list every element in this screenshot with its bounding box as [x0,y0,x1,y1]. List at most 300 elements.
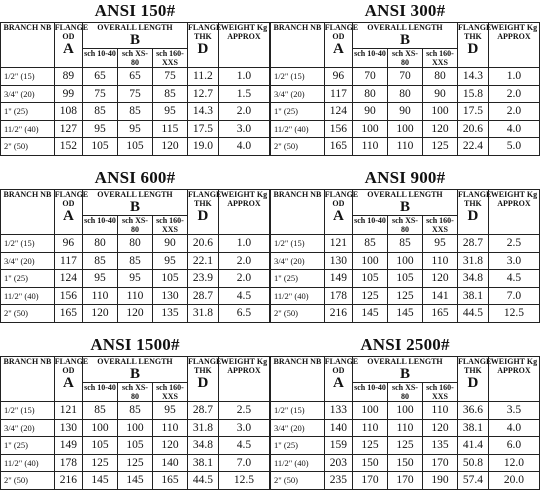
col-header-flange-thk: FLANGE THK D [457,190,488,235]
col-header-flange-od: FLANGE OD A [324,357,352,402]
ansi-table-panel [270,334,540,501]
table-cell: 165 [54,305,82,323]
ansi-table-panel [270,167,540,334]
table-cell: 1.0 [218,68,269,86]
table-cell: 85 [152,85,187,103]
table-cell: 1.0 [218,235,269,253]
table-cell: 22.4 [457,138,488,156]
table-cell: 3.0 [218,419,269,437]
table-cell: 19.0 [187,138,218,156]
table-cell: 130 [54,419,82,437]
table-cell: 85 [83,103,118,121]
table-cell: 130 [152,287,187,305]
table-cell: 121 [54,402,82,420]
table-cell: 96 [54,235,82,253]
table-cell: 75 [118,85,153,103]
col-header-sch-xs-80: sch XS-80 [388,49,423,68]
table-cell: 57.4 [457,472,488,490]
table-cell: 105 [388,270,423,288]
table-cell: 3.5 [488,402,539,420]
table-cell: 4.0 [488,120,539,138]
table-row [1,437,270,455]
table-cell: 149 [324,270,352,288]
col-header-sch-160-xxs: sch 160-XXS [422,216,457,235]
col-header-sch-10-40: sch 10-40 [353,216,388,235]
table-cell: 100 [422,103,457,121]
table-cell: 133 [324,402,352,420]
table-cell: 125 [118,454,153,472]
table-cell: 96 [324,68,352,86]
table-cell: 4.0 [218,138,269,156]
table-cell: 2.0 [218,270,269,288]
table-cell: 3/4" (20) [1,252,55,270]
table-cell: 95 [83,120,118,138]
table-cell: 124 [324,103,352,121]
table-cell: 2.0 [488,85,539,103]
col-header-flange-thk: FLANGE THK D [457,357,488,402]
col-header-overall-length: OVERALL LENGTH B [83,357,188,383]
table-title: ANSI 2500# [360,335,450,354]
table-cell: 65 [118,68,153,86]
table-cell: 20.0 [488,472,539,490]
table-cell: 170 [388,472,423,490]
col-header-overall-length: OVERALL LENGTH B [83,23,188,49]
table-cell: 41.4 [457,437,488,455]
table-cell: 115 [152,120,187,138]
table-cell: 28.7 [187,287,218,305]
table-row [271,472,540,490]
table-row [271,103,540,121]
table-cell: 125 [388,437,423,455]
table-cell: 85 [388,235,423,253]
table-row [271,437,540,455]
table-cell: 7.0 [488,287,539,305]
col-header-flange-od: FLANGE OD A [324,23,352,68]
table-cell: 100 [353,120,388,138]
table-cell: 31.8 [187,305,218,323]
table-cell: 4.0 [488,419,539,437]
table-cell: 1" (25) [271,103,325,121]
col-header-overall-length: OVERALL LENGTH B [83,190,188,216]
table-cell: 95 [152,252,187,270]
table-cell: 80 [422,68,457,86]
table-cell: 11/2" (40) [271,454,325,472]
table-cell: 65 [83,68,118,86]
table-cell: 3/4" (20) [271,252,325,270]
table-cell: 85 [83,402,118,420]
table-cell: 120 [422,120,457,138]
table-cell: 110 [388,419,423,437]
table-cell: 140 [152,454,187,472]
table-cell: 156 [324,120,352,138]
table-cell: 100 [118,419,153,437]
col-header-sch-10-40: sch 10-40 [83,383,118,402]
table-cell: 120 [118,305,153,323]
table-cell: 145 [353,305,388,323]
table-cell: 4.5 [488,270,539,288]
table-cell: 156 [54,287,82,305]
table-cell: 140 [324,419,352,437]
table-cell: 75 [152,68,187,86]
table-cell: 17.5 [187,120,218,138]
table-cell: 130 [324,252,352,270]
table-cell: 125 [388,287,423,305]
table-cell: 3/4" (20) [1,419,55,437]
table-cell: 95 [118,120,153,138]
col-header-flange-thk: FLANGE THK D [187,357,218,402]
table-cell: 125 [353,287,388,305]
table-cell: 2" (50) [271,305,325,323]
table-cell: 110 [353,419,388,437]
table-row [271,454,540,472]
table-cell: 3/4" (20) [1,85,55,103]
flange-table [0,356,270,490]
table-row [271,252,540,270]
col-header-branch-nb: BRANCH NB [1,357,55,402]
table-cell: 100 [353,402,388,420]
table-cell: 85 [118,252,153,270]
table-cell: 1/2" (15) [271,68,325,86]
table-cell: 31.8 [457,252,488,270]
table-cell: 203 [324,454,352,472]
table-row [271,270,540,288]
table-cell: 120 [152,437,187,455]
table-cell: 117 [54,252,82,270]
table-cell: 99 [54,85,82,103]
table-cell: 36.6 [457,402,488,420]
table-cell: 38.1 [457,419,488,437]
table-cell: 127 [54,120,82,138]
table-cell: 80 [353,85,388,103]
table-cell: 2.0 [218,252,269,270]
table-cell: 100 [388,252,423,270]
table-row [1,252,270,270]
table-cell: 2" (50) [271,472,325,490]
col-header-sch-160-xxs: sch 160-XXS [422,383,457,402]
table-cell: 90 [353,103,388,121]
table-cell: 1" (25) [1,103,55,121]
table-cell: 110 [353,138,388,156]
table-cell: 124 [54,270,82,288]
table-cell: 178 [324,287,352,305]
table-title: ANSI 900# [364,168,446,187]
table-cell: 1/2" (15) [1,68,55,86]
table-cell: 3/4" (20) [271,419,325,437]
ansi-table-panel [0,0,270,167]
col-header-sch-10-40: sch 10-40 [353,383,388,402]
col-header-weight: WEIGHT Kg APPROX [218,23,269,68]
table-cell: 85 [118,103,153,121]
table-title: ANSI 150# [94,1,176,20]
table-cell: 105 [83,437,118,455]
col-header-weight: WEIGHT Kg APPROX [218,190,269,235]
table-cell: 11.2 [187,68,218,86]
col-header-weight: WEIGHT Kg APPROX [488,23,539,68]
table-row [1,270,270,288]
table-cell: 1.0 [488,68,539,86]
table-title: ANSI 1500# [90,335,180,354]
col-header-sch-xs-80: sch XS-80 [118,383,153,402]
table-cell: 4.5 [218,287,269,305]
table-cell: 12.7 [187,85,218,103]
table-cell: 120 [422,419,457,437]
table-cell: 2.0 [218,103,269,121]
table-cell: 34.8 [457,270,488,288]
table-cell: 1/2" (15) [1,402,55,420]
table-title: ANSI 600# [94,168,176,187]
table-cell: 110 [422,402,457,420]
table-cell: 12.5 [488,305,539,323]
table-cell: 2" (50) [1,305,55,323]
table-cell: 1.5 [218,85,269,103]
table-cell: 145 [388,305,423,323]
col-header-sch-160-xxs: sch 160-XXS [422,49,457,68]
col-header-sch-160-xxs: sch 160-XXS [152,49,187,68]
col-header-flange-thk: FLANGE THK D [187,23,218,68]
table-cell: 1/2" (15) [271,402,325,420]
table-row [271,402,540,420]
table-row [271,85,540,103]
col-header-sch-xs-80: sch XS-80 [118,49,153,68]
table-cell: 2.5 [488,235,539,253]
table-cell: 105 [353,270,388,288]
table-cell: 110 [118,287,153,305]
table-cell: 216 [324,305,352,323]
table-cell: 150 [388,454,423,472]
ansi-table-panel [270,0,540,167]
col-header-sch-160-xxs: sch 160-XXS [152,216,187,235]
table-cell: 70 [388,68,423,86]
table-cell: 159 [324,437,352,455]
table-cell: 6.0 [488,437,539,455]
table-row [271,235,540,253]
table-cell: 135 [152,305,187,323]
table-cell: 44.5 [457,305,488,323]
table-cell: 110 [152,419,187,437]
col-header-sch-160-xxs: sch 160-XXS [152,383,187,402]
table-cell: 3/4" (20) [271,85,325,103]
table-cell: 12.5 [218,472,269,490]
table-row [271,120,540,138]
table-row [1,454,270,472]
table-cell: 121 [324,235,352,253]
table-cell: 135 [422,437,457,455]
table-cell: 75 [83,85,118,103]
col-header-branch-nb: BRANCH NB [1,23,55,68]
table-cell: 85 [83,252,118,270]
table-cell: 2" (50) [1,472,55,490]
table-cell: 110 [422,252,457,270]
table-cell: 108 [54,103,82,121]
col-header-overall-length: OVERALL LENGTH B [353,190,458,216]
table-cell: 3.0 [488,252,539,270]
table-row [1,235,270,253]
table-cell: 2" (50) [271,138,325,156]
table-cell: 170 [353,472,388,490]
table-row [1,120,270,138]
col-header-branch-nb: BRANCH NB [271,190,325,235]
table-cell: 216 [54,472,82,490]
flange-table [0,22,270,156]
table-cell: 145 [118,472,153,490]
table-cell: 120 [152,138,187,156]
table-cell: 38.1 [457,287,488,305]
table-cell: 100 [388,120,423,138]
table-cell: 3.0 [218,120,269,138]
col-header-sch-10-40: sch 10-40 [353,49,388,68]
table-cell: 95 [118,270,153,288]
col-header-overall-length: OVERALL LENGTH B [353,357,458,383]
table-cell: 125 [83,454,118,472]
table-cell: 1" (25) [271,437,325,455]
table-cell: 120 [83,305,118,323]
ansi-table-panel [0,334,270,501]
table-title: ANSI 300# [364,1,446,20]
col-header-flange-thk: FLANGE THK D [457,23,488,68]
table-cell: 2.0 [488,103,539,121]
col-header-flange-thk: FLANGE THK D [187,190,218,235]
col-header-weight: WEIGHT Kg APPROX [488,357,539,402]
table-cell: 1" (25) [1,437,55,455]
table-cell: 38.1 [187,454,218,472]
table-cell: 1/2" (15) [271,235,325,253]
table-cell: 14.3 [187,103,218,121]
col-header-flange-od: FLANGE OD A [54,357,82,402]
col-header-flange-od: FLANGE OD A [54,190,82,235]
table-cell: 165 [324,138,352,156]
table-row [1,402,270,420]
flange-table [0,189,270,323]
table-cell: 89 [54,68,82,86]
table-row [1,287,270,305]
table-cell: 90 [152,235,187,253]
table-cell: 105 [152,270,187,288]
ansi-table-panel [0,167,270,334]
col-header-flange-od: FLANGE OD A [54,23,82,68]
col-header-branch-nb: BRANCH NB [271,357,325,402]
table-cell: 95 [152,402,187,420]
table-row [271,68,540,86]
table-cell: 165 [422,305,457,323]
table-cell: 14.3 [457,68,488,86]
table-cell: 80 [83,235,118,253]
table-cell: 44.5 [187,472,218,490]
table-cell: 28.7 [457,235,488,253]
table-row [271,287,540,305]
table-cell: 7.0 [218,454,269,472]
table-cell: 28.7 [187,402,218,420]
table-cell: 1/2" (15) [1,235,55,253]
table-cell: 2.5 [218,402,269,420]
table-cell: 34.8 [187,437,218,455]
table-cell: 1" (25) [1,270,55,288]
table-cell: 150 [353,454,388,472]
table-cell: 80 [118,235,153,253]
flange-table [270,22,540,156]
table-cell: 95 [83,270,118,288]
table-cell: 178 [54,454,82,472]
col-header-branch-nb: BRANCH NB [271,23,325,68]
table-cell: 23.9 [187,270,218,288]
table-cell: 105 [118,138,153,156]
col-header-flange-od: FLANGE OD A [324,190,352,235]
table-cell: 4.5 [218,437,269,455]
table-cell: 165 [152,472,187,490]
flange-table [270,356,540,490]
table-cell: 31.8 [187,419,218,437]
table-cell: 11/2" (40) [1,287,55,305]
table-cell: 80 [388,85,423,103]
table-cell: 11/2" (40) [1,120,55,138]
table-cell: 2" (50) [1,138,55,156]
table-cell: 90 [422,85,457,103]
col-header-sch-xs-80: sch XS-80 [388,383,423,402]
table-cell: 190 [422,472,457,490]
col-header-branch-nb: BRANCH NB [1,190,55,235]
table-cell: 85 [118,402,153,420]
table-cell: 12.0 [488,454,539,472]
table-cell: 149 [54,437,82,455]
table-row [1,68,270,86]
table-row [1,85,270,103]
table-cell: 70 [353,68,388,86]
table-cell: 100 [353,252,388,270]
table-row [271,138,540,156]
col-header-weight: WEIGHT Kg APPROX [218,357,269,402]
table-cell: 105 [118,437,153,455]
table-cell: 117 [324,85,352,103]
table-cell: 15.8 [457,85,488,103]
table-cell: 100 [388,402,423,420]
table-cell: 95 [422,235,457,253]
table-cell: 5.0 [488,138,539,156]
table-cell: 95 [152,103,187,121]
table-cell: 170 [422,454,457,472]
col-header-sch-10-40: sch 10-40 [83,49,118,68]
table-cell: 50.8 [457,454,488,472]
table-cell: 22.1 [187,252,218,270]
table-cell: 152 [54,138,82,156]
table-cell: 11/2" (40) [1,454,55,472]
table-row [1,472,270,490]
col-header-sch-10-40: sch 10-40 [83,216,118,235]
col-header-overall-length: OVERALL LENGTH B [353,23,458,49]
col-header-weight: WEIGHT Kg APPROX [488,190,539,235]
table-row [1,103,270,121]
table-cell: 100 [83,419,118,437]
table-cell: 235 [324,472,352,490]
table-cell: 20.6 [187,235,218,253]
table-cell: 125 [422,138,457,156]
col-header-sch-xs-80: sch XS-80 [118,216,153,235]
table-cell: 141 [422,287,457,305]
table-cell: 90 [388,103,423,121]
table-cell: 20.6 [457,120,488,138]
table-row [1,138,270,156]
table-cell: 17.5 [457,103,488,121]
flange-table [270,189,540,323]
table-cell: 6.5 [218,305,269,323]
table-row [1,419,270,437]
table-row [271,419,540,437]
table-row [1,305,270,323]
table-cell: 11/2" (40) [271,120,325,138]
table-cell: 85 [353,235,388,253]
table-cell: 110 [388,138,423,156]
table-row [271,305,540,323]
table-cell: 120 [422,270,457,288]
table-cell: 145 [83,472,118,490]
